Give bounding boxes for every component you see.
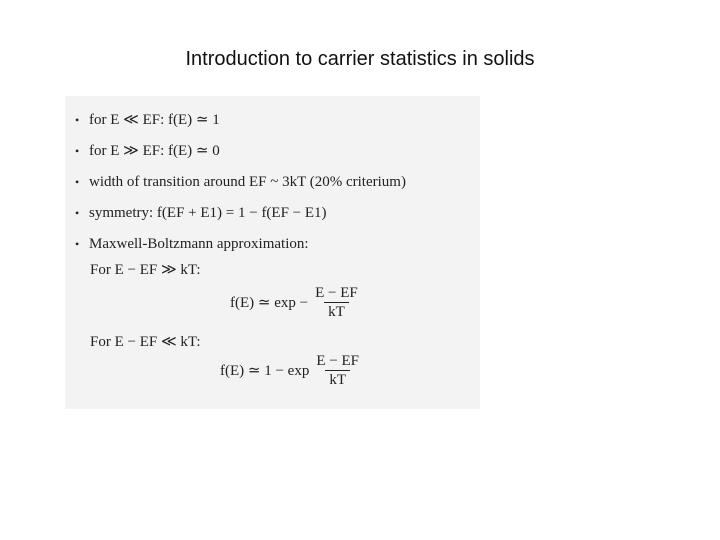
formula-denominator: kT	[325, 370, 350, 389]
bullet-text: Maxwell-Boltzmann approximation:	[89, 236, 309, 252]
formula-lhs: f(E) ≃ 1 − exp	[220, 363, 310, 379]
bullet-text: symmetry: f(EF + E1) = 1 − f(EF − E1)	[89, 205, 327, 221]
formula-numerator: E − EF	[316, 353, 359, 369]
condition-low-energy: For E − EF ≪ kT:	[90, 334, 201, 350]
formula-low-energy	[220, 352, 363, 389]
formula-high-energy	[230, 284, 362, 321]
bullet-text: for E ≫ EF: f(E) ≃ 0	[89, 143, 220, 159]
bullet-maxwell-boltzmann	[75, 230, 406, 261]
formula-lhs: f(E) ≃ exp −	[230, 295, 309, 311]
formula-fraction	[311, 284, 362, 321]
bullet-list	[75, 106, 406, 261]
condition-high-energy: For E − EF ≫ kT:	[90, 262, 201, 278]
slide-title: Introduction to carrier statistics in solids	[185, 48, 535, 70]
bullet-symmetry	[75, 199, 406, 230]
bullet-dot-icon: •	[75, 144, 80, 158]
bullet-dot-icon: •	[75, 113, 80, 127]
formula-numerator: E − EF	[315, 285, 358, 301]
bullet-transition-width	[75, 168, 406, 199]
equation-image-panel	[65, 96, 480, 409]
bullet-text: width of transition around EF ~ 3kT (20% criterium)	[89, 174, 406, 190]
bullet-low-energy	[75, 106, 406, 137]
bullet-text: for E ≪ EF: f(E) ≃ 1	[89, 112, 220, 128]
bullet-dot-icon: •	[75, 206, 80, 220]
formula-denominator: kT	[324, 302, 349, 321]
formula-fraction	[312, 352, 363, 389]
bullet-dot-icon: •	[75, 175, 80, 189]
bullet-high-energy	[75, 137, 406, 168]
bullet-dot-icon: •	[75, 237, 80, 251]
